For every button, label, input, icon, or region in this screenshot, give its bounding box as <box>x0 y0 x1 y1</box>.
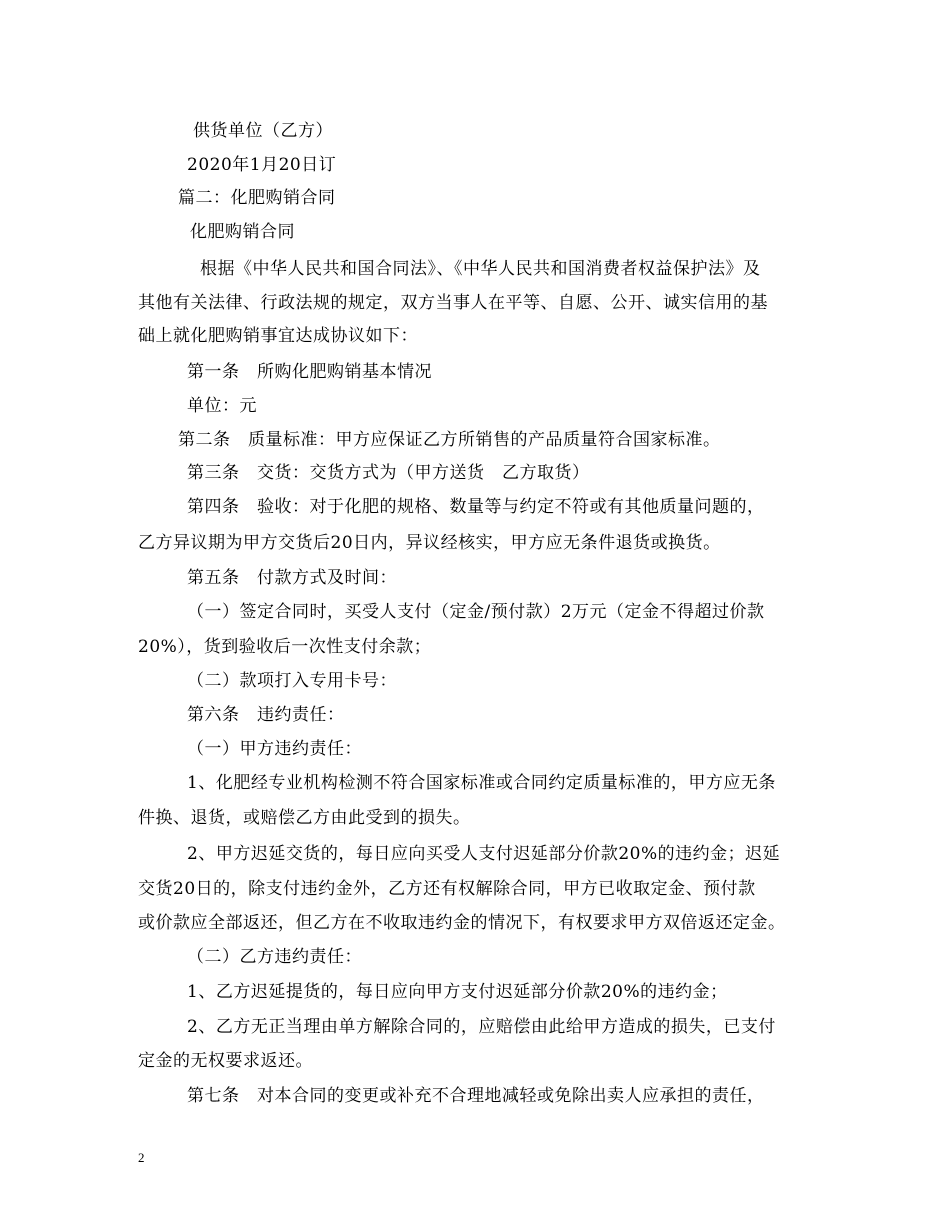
paragraph-line: 2、乙方无正当理由单方解除合同的，应赔偿由此给甲方造成的损失，已支付 <box>187 1017 776 1037</box>
paragraph-line: 1、化肥经专业机构检测不符合国家标准或合同约定质量标准的，甲方应无条 <box>187 773 776 793</box>
section-heading: 篇二：化肥购销合同 <box>178 188 336 208</box>
paragraph-line: 2、甲方迟延交货的，每日应向买受人支付迟延部分价款20%的违约金；迟延 <box>187 844 781 864</box>
paragraph-line: 20%），货到验收后一次性支付余款； <box>138 637 432 657</box>
article-5-heading: 第五条 付款方式及时间： <box>187 568 397 588</box>
subheading-party-a: （一）甲方违约责任： <box>187 739 362 759</box>
paragraph-line: 其他有关法律、行政法规的规定，双方当事人在平等、自愿、公开、诚实信用的基 <box>138 293 768 313</box>
article-6-heading: 第六条 违约责任： <box>187 705 345 725</box>
article-4-line: 第四条 验收：对于化肥的规格、数量等与约定不符或有其他质量问题的， <box>187 497 765 517</box>
article-2-line: 第二条 质量标准：甲方应保证乙方所销售的产品质量符合国家标准。 <box>178 430 721 450</box>
paragraph-line: 件换、退货，或赔偿乙方由此受到的损失。 <box>138 808 471 828</box>
signature-supplier-line: 供货单位（乙方） <box>193 121 333 141</box>
paragraph-line: （二）款项打入专用卡号： <box>187 671 397 691</box>
article-7-line: 第七条 对本合同的变更或补充不合理地减轻或免除出卖人应承担的责任， <box>187 1086 765 1106</box>
page-number: 2 <box>138 1150 145 1165</box>
paragraph-line: 础上就化肥购销事宜达成协议如下： <box>138 326 418 346</box>
unit-line: 单位：元 <box>187 396 257 416</box>
paragraph-line: 或价款应全部返还，但乙方在不收取违约金的情况下，有权要求甲方双倍返还定金。 <box>138 913 786 933</box>
article-1-heading: 第一条 所购化肥购销基本情况 <box>187 362 432 382</box>
paragraph-line: （一）签定合同时，买受人支付（定金/预付款）2万元（定金不得超过价款 <box>187 602 765 622</box>
paragraph-line: 交货20日的，除支付违约金外，乙方还有权解除合同，甲方已收取定金、预付款 <box>138 879 756 899</box>
article-3-line: 第三条 交货：交货方式为（甲方送货 乙方取货） <box>187 463 590 483</box>
subheading-party-b: （二）乙方违约责任： <box>187 947 362 967</box>
signing-date-line: 2020年1月20日订 <box>187 155 337 175</box>
paragraph-line: 定金的无权要求返还。 <box>138 1051 313 1071</box>
contract-title: 化肥购销合同 <box>190 222 295 242</box>
paragraph-line: 1、乙方迟延提货的，每日应向甲方支付迟延部分价款20%的违约金； <box>187 982 728 1002</box>
paragraph-line: 乙方异议期为甲方交货后20日内，异议经核实，甲方应无条件退货或换货。 <box>138 533 721 553</box>
paragraph-line: 根据《中华人民共和国合同法》、《中华人民共和国消费者权益保护法》及 <box>200 259 761 279</box>
